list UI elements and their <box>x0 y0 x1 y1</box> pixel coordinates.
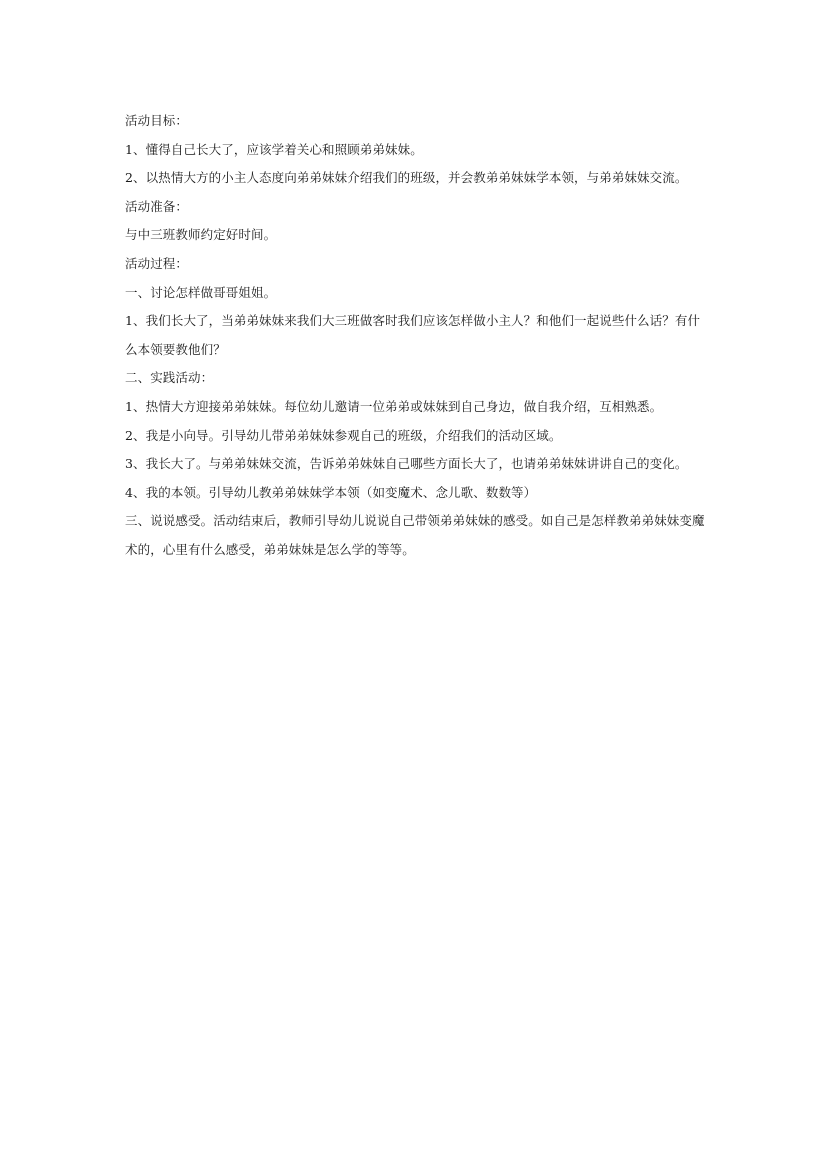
section-3-text: 三、说说感受。活动结束后，教师引导幼儿说说自己带领弟弟妹妹的感受。如自己是怎样教弟弟妹妹变魔术的，心里有什么感受，弟弟妹妹是怎么学的等等。 <box>125 513 705 557</box>
goal-item-2: 2、以热情大方的小主人态度向弟弟妹妹介绍我们的班级，并会教弟弟妹妹学本领，与弟弟妹妹交流。 <box>125 170 688 186</box>
section-1-title: 一、讨论怎样做哥哥姐姐。 <box>125 284 277 300</box>
section-1-item-1: 1、我们长大了，当弟弟妹妹来我们大三班做客时我们应该怎样做小主人？和他们一起说些什么话？有什么本领要教他们？ <box>125 313 701 357</box>
process-heading: 活动过程： <box>125 255 189 271</box>
goal-item-1: 1、懂得自己长大了，应该学着关心和照顾弟弟妹妹。 <box>125 141 423 157</box>
section-2-item-1: 1、热情大方迎接弟弟妹妹。每位幼儿邀请一位弟弟或妹妹到自己身边，做自我介绍，互相熟悉。 <box>125 398 663 414</box>
section-2-item-4: 4、我的本领。引导幼儿教弟弟妹妹学本领（如变魔术、念儿歌、数数等） <box>125 484 537 500</box>
preparation-text: 与中三班教师约定好时间。 <box>125 227 277 243</box>
section-2-item-2: 2、我是小向导。引导幼儿带弟弟妹妹参观自己的班级，介绍我们的活动区域。 <box>125 427 562 443</box>
section-2-title: 二、实践活动： <box>125 370 214 386</box>
document-body <box>125 107 705 565</box>
section-2-item-3: 3、我长大了。与弟弟妹妹交流，告诉弟弟妹妹自己哪些方面长大了，也请弟弟妹妹讲讲自己的变化。 <box>125 456 688 472</box>
preparation-heading: 活动准备： <box>125 198 189 214</box>
goals-heading: 活动目标： <box>125 113 189 128</box>
